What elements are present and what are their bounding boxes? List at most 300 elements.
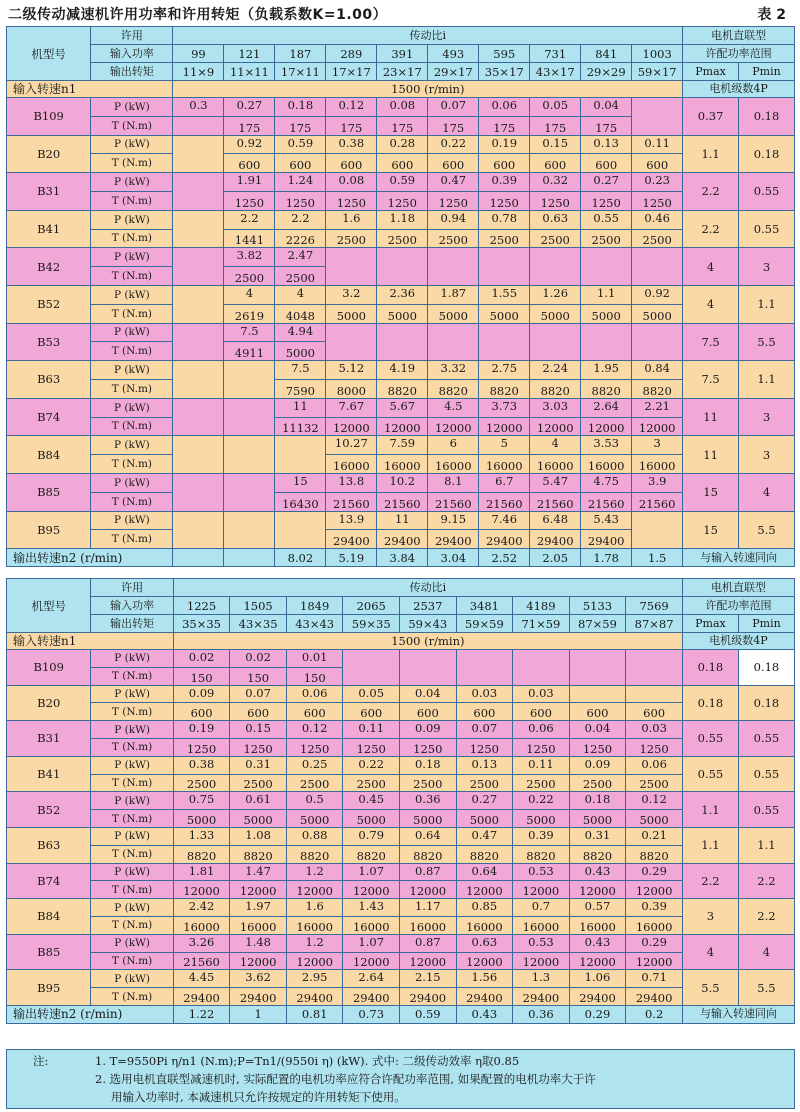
power-value: 9.15 bbox=[428, 511, 479, 530]
torque-label: T (N.m) bbox=[91, 774, 173, 792]
empty-cell bbox=[456, 650, 513, 686]
empty-cell bbox=[428, 248, 479, 286]
output-speed-value: 0.29 bbox=[569, 1005, 626, 1023]
pmax-value: 11 bbox=[683, 398, 739, 436]
power-value: 0.15 bbox=[230, 721, 287, 739]
torque-label: T (N.m) bbox=[91, 455, 173, 474]
torque-value: 12000 bbox=[400, 881, 457, 899]
torque-label: T (N.m) bbox=[91, 703, 173, 721]
power-label: P (kW) bbox=[91, 792, 173, 810]
model-name: B85 bbox=[7, 473, 91, 511]
allow-header: 许用 bbox=[91, 579, 173, 597]
power-value: 0.46 bbox=[632, 210, 683, 229]
pmin-value: 0.18 bbox=[738, 650, 794, 686]
table-row bbox=[7, 738, 795, 756]
torque-value: 12000 bbox=[230, 952, 287, 970]
ratio-value: 4189 bbox=[513, 597, 570, 615]
power-value: 3.03 bbox=[530, 398, 581, 417]
torque-value: 29400 bbox=[456, 988, 513, 1006]
power-value: 0.78 bbox=[479, 210, 530, 229]
torque-value: 5000 bbox=[286, 810, 343, 828]
empty-cell bbox=[224, 436, 275, 474]
table-row bbox=[7, 650, 795, 668]
empty-cell bbox=[173, 210, 224, 248]
torque-value: 600 bbox=[513, 703, 570, 721]
power-value: 0.13 bbox=[456, 756, 513, 774]
model-name: B41 bbox=[7, 756, 91, 792]
power-value: 0.53 bbox=[513, 934, 570, 952]
power-value: 0.39 bbox=[626, 899, 683, 917]
power-value: 1.55 bbox=[479, 285, 530, 304]
power-value: 2.95 bbox=[286, 970, 343, 988]
torque-value: 12000 bbox=[479, 417, 530, 436]
torque-value: 8820 bbox=[479, 379, 530, 398]
torque-label: T (N.m) bbox=[91, 417, 173, 436]
output-speed-value: 2.52 bbox=[479, 549, 530, 567]
teeth-value: 29×29 bbox=[581, 63, 632, 81]
torque-value: 16000 bbox=[326, 455, 377, 474]
torque-value: 5000 bbox=[173, 810, 230, 828]
empty-cell bbox=[428, 323, 479, 361]
empty-cell bbox=[479, 248, 530, 286]
torque-label: T (N.m) bbox=[91, 492, 173, 511]
torque-value: 175 bbox=[275, 116, 326, 135]
torque-value: 2500 bbox=[230, 774, 287, 792]
table-row bbox=[7, 511, 795, 530]
note-line-1: 1. T=9550Pi η/n1 (N.m);P=Tn1/(9550i η) (kW). 式中: 二级传动效率 η取0.85 bbox=[95, 1054, 520, 1068]
power-label: P (kW) bbox=[91, 685, 173, 703]
power-value: 0.43 bbox=[569, 934, 626, 952]
pmax-value: 11 bbox=[683, 436, 739, 474]
same-direction-note: 与输入转速同向 bbox=[683, 549, 795, 567]
torque-value: 16000 bbox=[428, 455, 479, 474]
power-value: 0.84 bbox=[632, 361, 683, 380]
teeth-value: 11×11 bbox=[224, 63, 275, 81]
empty-cell bbox=[275, 511, 326, 549]
empty-cell bbox=[224, 398, 275, 436]
power-value: 0.19 bbox=[173, 721, 230, 739]
power-value: 2.2 bbox=[224, 210, 275, 229]
power-value: 7.5 bbox=[224, 323, 275, 342]
table-row bbox=[7, 154, 795, 173]
ratio-value: 391 bbox=[377, 45, 428, 63]
input-speed-value: 1500 (r/min) bbox=[173, 81, 683, 98]
torque-value: 600 bbox=[377, 154, 428, 173]
table-row bbox=[7, 827, 795, 845]
power-value: 0.92 bbox=[632, 285, 683, 304]
empty-cell bbox=[326, 323, 377, 361]
torque-value: 16000 bbox=[343, 916, 400, 934]
power-value: 0.63 bbox=[456, 934, 513, 952]
torque-value: 1250 bbox=[173, 738, 230, 756]
torque-label: T (N.m) bbox=[91, 810, 173, 828]
teeth-value: 87×87 bbox=[626, 615, 683, 633]
power-value: 1.6 bbox=[286, 899, 343, 917]
power-value: 0.64 bbox=[400, 827, 457, 845]
torque-value: 21560 bbox=[479, 492, 530, 511]
empty-cell bbox=[173, 473, 224, 511]
ratio-value: 2065 bbox=[343, 597, 400, 615]
empty-cell bbox=[581, 323, 632, 361]
torque-value: 2500 bbox=[377, 229, 428, 248]
power-value: 0.28 bbox=[377, 135, 428, 154]
power-label: P (kW) bbox=[91, 511, 173, 530]
model-name: B20 bbox=[7, 135, 91, 173]
output-speed-value: 1.22 bbox=[173, 1005, 230, 1023]
torque-value: 12000 bbox=[626, 952, 683, 970]
torque-value: 600 bbox=[343, 703, 400, 721]
pmax-value: 2.2 bbox=[683, 210, 739, 248]
torque-value: 16000 bbox=[400, 916, 457, 934]
power-value: 2.64 bbox=[343, 970, 400, 988]
power-value: 3 bbox=[632, 436, 683, 455]
power-label: P (kW) bbox=[91, 756, 173, 774]
ratio-value: 1003 bbox=[632, 45, 683, 63]
power-value: 0.38 bbox=[173, 756, 230, 774]
power-value: 0.12 bbox=[286, 721, 343, 739]
power-label: P (kW) bbox=[91, 934, 173, 952]
ratio-value: 731 bbox=[530, 45, 581, 63]
power-value: 1.3 bbox=[513, 970, 570, 988]
table-row bbox=[7, 248, 795, 267]
torque-value: 1250 bbox=[632, 191, 683, 210]
empty-cell bbox=[173, 173, 224, 211]
power-value: 0.43 bbox=[569, 863, 626, 881]
ratio-value: 121 bbox=[224, 45, 275, 63]
empty-cell bbox=[530, 323, 581, 361]
power-value: 0.06 bbox=[479, 98, 530, 117]
table-row bbox=[7, 952, 795, 970]
power-value: 4.45 bbox=[173, 970, 230, 988]
power-value: 0.87 bbox=[400, 934, 457, 952]
teeth-value: 35×17 bbox=[479, 63, 530, 81]
torque-value: 8820 bbox=[400, 845, 457, 863]
power-value: 0.03 bbox=[626, 721, 683, 739]
table-row bbox=[7, 685, 795, 703]
torque-value: 1250 bbox=[513, 738, 570, 756]
pmin-value: 2.2 bbox=[738, 863, 794, 899]
empty-cell bbox=[173, 361, 224, 399]
table-row bbox=[7, 398, 795, 417]
power-label: P (kW) bbox=[91, 473, 173, 492]
teeth-value: 11×9 bbox=[173, 63, 224, 81]
power-label: P (kW) bbox=[91, 650, 173, 668]
torque-value: 8820 bbox=[456, 845, 513, 863]
torque-value: 12000 bbox=[377, 417, 428, 436]
torque-value: 5000 bbox=[428, 304, 479, 323]
torque-value: 2500 bbox=[513, 774, 570, 792]
power-value: 2.42 bbox=[173, 899, 230, 917]
power-value: 0.07 bbox=[230, 685, 287, 703]
pmin-value: 0.55 bbox=[738, 756, 794, 792]
table-row bbox=[7, 135, 795, 154]
output-speed-value: 1.78 bbox=[581, 549, 632, 567]
table-row bbox=[7, 934, 795, 952]
power-value: 2.24 bbox=[530, 361, 581, 380]
pmin-value: 0.55 bbox=[739, 173, 795, 211]
torque-label: T (N.m) bbox=[91, 988, 173, 1006]
torque-value: 16000 bbox=[286, 916, 343, 934]
torque-label: T (N.m) bbox=[91, 845, 173, 863]
torque-value: 16430 bbox=[275, 492, 326, 511]
table-row bbox=[7, 810, 795, 828]
torque-value: 175 bbox=[581, 116, 632, 135]
torque-label: T (N.m) bbox=[91, 667, 173, 685]
torque-value: 600 bbox=[581, 154, 632, 173]
torque-value: 2500 bbox=[343, 774, 400, 792]
torque-value: 16000 bbox=[626, 916, 683, 934]
power-value: 0.12 bbox=[626, 792, 683, 810]
torque-value: 1250 bbox=[456, 738, 513, 756]
torque-value: 29400 bbox=[479, 530, 530, 549]
torque-value: 8820 bbox=[632, 379, 683, 398]
ratio-value: 289 bbox=[326, 45, 377, 63]
model-name: B74 bbox=[7, 398, 91, 436]
motor-level: 电机级数4P bbox=[682, 633, 794, 650]
output-speed-value: 0.81 bbox=[286, 1005, 343, 1023]
table-row bbox=[7, 774, 795, 792]
power-value: 10.27 bbox=[326, 436, 377, 455]
power-value: 3.32 bbox=[428, 361, 479, 380]
power-value: 1.6 bbox=[326, 210, 377, 229]
table-row bbox=[7, 436, 795, 455]
output-speed-value: 1.5 bbox=[632, 549, 683, 567]
power-value: 0.21 bbox=[626, 827, 683, 845]
torque-value: 29400 bbox=[400, 988, 457, 1006]
model-name: B52 bbox=[7, 792, 91, 828]
power-value: 1.26 bbox=[530, 285, 581, 304]
power-label: P (kW) bbox=[91, 285, 173, 304]
torque-value: 600 bbox=[479, 154, 530, 173]
power-value: 1.07 bbox=[343, 863, 400, 881]
torque-value: 12000 bbox=[530, 417, 581, 436]
torque-value: 2500 bbox=[456, 774, 513, 792]
torque-value: 29400 bbox=[286, 988, 343, 1006]
torque-value: 12000 bbox=[286, 952, 343, 970]
torque-value: 2500 bbox=[286, 774, 343, 792]
power-value: 0.39 bbox=[513, 827, 570, 845]
pmax-value: 0.18 bbox=[682, 685, 738, 721]
ratio-value: 5133 bbox=[569, 597, 626, 615]
torque-value: 600 bbox=[626, 703, 683, 721]
torque-value: 175 bbox=[224, 116, 275, 135]
torque-value: 12000 bbox=[456, 952, 513, 970]
torque-value: 5000 bbox=[230, 810, 287, 828]
pmin-header: Pmin bbox=[739, 63, 795, 81]
power-value: 0.04 bbox=[581, 98, 632, 117]
power-value: 0.29 bbox=[626, 934, 683, 952]
power-label: P (kW) bbox=[91, 827, 173, 845]
power-value: 0.57 bbox=[569, 899, 626, 917]
power-value: 5 bbox=[479, 436, 530, 455]
torque-value: 16000 bbox=[530, 455, 581, 474]
power-value: 0.09 bbox=[569, 756, 626, 774]
output-speed-value: 0.73 bbox=[343, 1005, 400, 1023]
torque-label: T (N.m) bbox=[91, 952, 173, 970]
power-value: 3.82 bbox=[224, 248, 275, 267]
power-value: 0.22 bbox=[513, 792, 570, 810]
notes-prefix: 注: bbox=[33, 1054, 49, 1068]
torque-value: 5000 bbox=[513, 810, 570, 828]
teeth-value: 17×11 bbox=[275, 63, 326, 81]
power-value: 6.7 bbox=[479, 473, 530, 492]
pmin-value: 0.55 bbox=[739, 210, 795, 248]
power-value: 0.32 bbox=[530, 173, 581, 192]
model-name: B95 bbox=[7, 511, 91, 549]
empty-cell bbox=[400, 650, 457, 686]
torque-label: T (N.m) bbox=[91, 229, 173, 248]
torque-value: 5000 bbox=[377, 304, 428, 323]
empty-cell bbox=[173, 511, 224, 549]
torque-value: 150 bbox=[230, 667, 287, 685]
table-row bbox=[7, 210, 795, 229]
power-value: 0.45 bbox=[343, 792, 400, 810]
torque-value: 21560 bbox=[530, 492, 581, 511]
torque-value: 2500 bbox=[479, 229, 530, 248]
power-value: 11 bbox=[377, 511, 428, 530]
power-value: 1.17 bbox=[400, 899, 457, 917]
output-speed-value: 0.59 bbox=[400, 1005, 457, 1023]
pmax-value: 4 bbox=[682, 934, 738, 970]
power-value: 3.9 bbox=[632, 473, 683, 492]
output-speed-value: 1 bbox=[230, 1005, 287, 1023]
output-speed-label: 输出转速n2 (r/min) bbox=[7, 1005, 174, 1023]
torque-label: T (N.m) bbox=[91, 154, 173, 173]
empty-cell bbox=[581, 248, 632, 286]
table-row bbox=[7, 191, 795, 210]
table-row bbox=[7, 417, 795, 436]
pmax-header: Pmax bbox=[683, 63, 739, 81]
torque-value: 600 bbox=[569, 703, 626, 721]
output-speed-value: 8.02 bbox=[275, 549, 326, 567]
output-speed-label: 输出转速n2 (r/min) bbox=[7, 549, 173, 567]
table-row bbox=[7, 361, 795, 380]
torque-value: 5000 bbox=[530, 304, 581, 323]
motor-header: 电机直联型 bbox=[682, 579, 794, 597]
torque-value: 2226 bbox=[275, 229, 326, 248]
power-label: P (kW) bbox=[91, 98, 173, 117]
power-value: 0.92 bbox=[224, 135, 275, 154]
pmin-value: 5.5 bbox=[739, 511, 795, 549]
pmin-value: 0.55 bbox=[738, 792, 794, 828]
power-value: 0.3 bbox=[173, 98, 224, 117]
teeth-value: 43×17 bbox=[530, 63, 581, 81]
power-value: 0.11 bbox=[343, 721, 400, 739]
pmin-value: 3 bbox=[739, 436, 795, 474]
output-speed-value bbox=[224, 549, 275, 567]
power-label: P (kW) bbox=[91, 863, 173, 881]
power-value: 13.8 bbox=[326, 473, 377, 492]
power-value: 4.19 bbox=[377, 361, 428, 380]
power-value: 0.29 bbox=[626, 863, 683, 881]
power-value: 3.73 bbox=[479, 398, 530, 417]
pmax-value: 0.55 bbox=[682, 721, 738, 757]
torque-value: 21560 bbox=[428, 492, 479, 511]
torque-label: T (N.m) bbox=[91, 738, 173, 756]
table-row bbox=[7, 473, 795, 492]
ratio-value: 2537 bbox=[400, 597, 457, 615]
torque-value: 1250 bbox=[626, 738, 683, 756]
table-row bbox=[7, 703, 795, 721]
torque-value: 2500 bbox=[569, 774, 626, 792]
motor-range-header: 许配功率范围 bbox=[683, 45, 795, 63]
power-value: 0.64 bbox=[456, 863, 513, 881]
torque-value: 29400 bbox=[326, 530, 377, 549]
power-value: 0.47 bbox=[428, 173, 479, 192]
torque-label: T (N.m) bbox=[91, 530, 173, 549]
torque-value: 1250 bbox=[230, 738, 287, 756]
power-value: 0.5 bbox=[286, 792, 343, 810]
torque-value: 16000 bbox=[581, 455, 632, 474]
power-label: P (kW) bbox=[91, 970, 173, 988]
empty-cell bbox=[224, 511, 275, 549]
power-label: P (kW) bbox=[91, 323, 173, 342]
empty-cell bbox=[173, 285, 224, 323]
power-value: 0.18 bbox=[400, 756, 457, 774]
torque-value: 12000 bbox=[343, 881, 400, 899]
power-value: 0.06 bbox=[513, 721, 570, 739]
torque-value: 1250 bbox=[326, 191, 377, 210]
torque-value: 29400 bbox=[513, 988, 570, 1006]
torque-value: 29400 bbox=[377, 530, 428, 549]
model-name: B74 bbox=[7, 863, 91, 899]
power-value: 0.11 bbox=[513, 756, 570, 774]
ratio-value: 7569 bbox=[626, 597, 683, 615]
motor-header: 电机直联型 bbox=[683, 27, 795, 45]
torque-value: 2500 bbox=[326, 229, 377, 248]
table-row bbox=[7, 285, 795, 304]
power-value: 0.08 bbox=[377, 98, 428, 117]
torque-value: 7590 bbox=[275, 379, 326, 398]
power-label: P (kW) bbox=[91, 361, 173, 380]
power-value: 1.06 bbox=[569, 970, 626, 988]
torque-value: 4911 bbox=[224, 342, 275, 361]
torque-value: 1250 bbox=[530, 191, 581, 210]
output-speed-value: 2.05 bbox=[530, 549, 581, 567]
power-value: 0.38 bbox=[326, 135, 377, 154]
pmin-value: 1.1 bbox=[738, 827, 794, 863]
torque-value: 8000 bbox=[326, 379, 377, 398]
power-value: 1.07 bbox=[343, 934, 400, 952]
torque-value: 16000 bbox=[173, 916, 230, 934]
model-name: B85 bbox=[7, 934, 91, 970]
ratio-value: 1505 bbox=[230, 597, 287, 615]
torque-value: 600 bbox=[456, 703, 513, 721]
power-value: 7.46 bbox=[479, 511, 530, 530]
table-row bbox=[7, 988, 795, 1006]
power-value: 0.04 bbox=[569, 721, 626, 739]
table-number: 表 2 bbox=[757, 7, 786, 23]
power-value: 0.22 bbox=[343, 756, 400, 774]
power-value: 6 bbox=[428, 436, 479, 455]
output-speed-value bbox=[173, 549, 224, 567]
power-value: 0.11 bbox=[632, 135, 683, 154]
pmax-value: 0.55 bbox=[682, 756, 738, 792]
power-value: 0.02 bbox=[230, 650, 287, 668]
pmax-value: 2.2 bbox=[683, 173, 739, 211]
power-value: 6.48 bbox=[530, 511, 581, 530]
power-value: 0.13 bbox=[581, 135, 632, 154]
pmin-value: 1.1 bbox=[739, 285, 795, 323]
power-value: 4 bbox=[275, 285, 326, 304]
empty-cell bbox=[173, 323, 224, 361]
torque-value: 21560 bbox=[326, 492, 377, 511]
same-direction-note: 与输入转速同向 bbox=[682, 1005, 794, 1023]
torque-value: 12000 bbox=[513, 881, 570, 899]
input-speed-label: 输入转速n1 bbox=[7, 633, 174, 650]
power-value: 2.2 bbox=[275, 210, 326, 229]
power-label: P (kW) bbox=[91, 135, 173, 154]
